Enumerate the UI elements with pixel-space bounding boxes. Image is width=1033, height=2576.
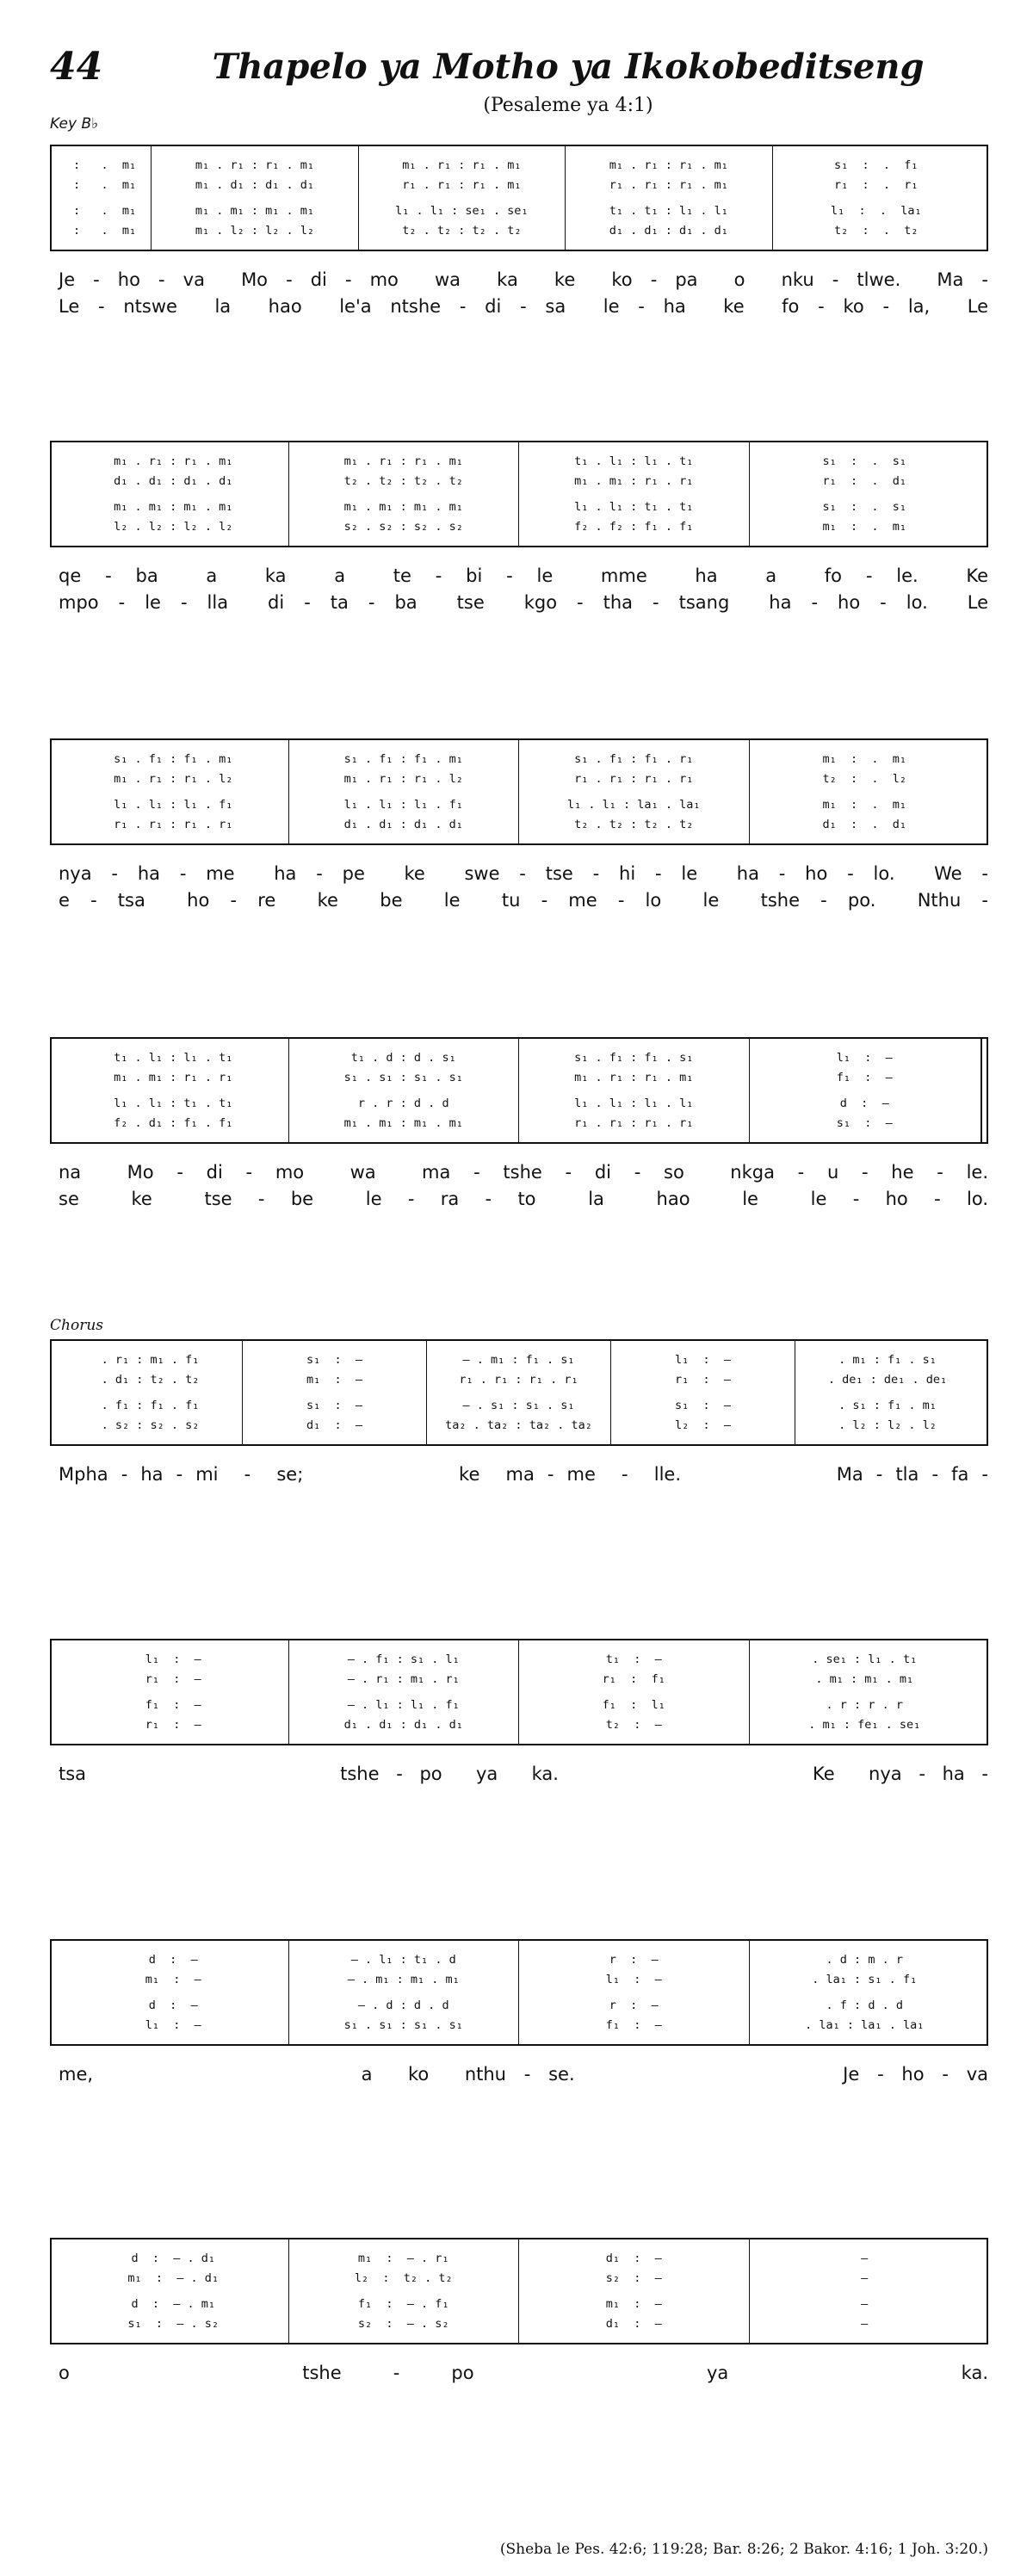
measure [59, 442, 289, 546]
voice-bass: d₁ . d₁ : d₁ . d₁ [343, 817, 463, 831]
voice-alto: m₁ . d₁ : d₁ . d₁ [195, 178, 314, 193]
voice-soprano: s₁ : — [306, 1353, 363, 1368]
voice-soprano: l₁ : — [145, 1652, 201, 1667]
voice-soprano: s₁ : . f₁ [834, 158, 919, 173]
lyric-line: Je - ho - va Mo - di - mo wa ka ke ko - pa o nku - tlwe. Ma - [59, 269, 988, 290]
voice-soprano: . se₁ : l₁ . t₁ [812, 1652, 918, 1667]
voice-soprano: s₁ : . s₁ [822, 454, 907, 469]
voice-tenor: : . m₁ [73, 203, 137, 218]
music-system [50, 738, 988, 914]
voice-bass: f₂ . f₂ : f₁ . f₁ [574, 519, 694, 534]
voice-alto: m₁ : — [145, 1973, 201, 1987]
voice-bass: m₁ : . m₁ [822, 519, 907, 534]
measure [519, 1941, 750, 2044]
voice-alto: r₁ . r₁ : r₁ . r₁ [574, 772, 694, 787]
voice-tenor: m₁ . m₁ : m₁ . m₁ [114, 499, 233, 514]
voice-bass: s₁ . s₁ : s₁ . s₁ [343, 2017, 463, 2032]
voice-tenor: l₁ . l₁ : t₁ . t₁ [114, 1096, 233, 1110]
voice-alto: r₁ : . r₁ [834, 178, 919, 193]
voice-alto: . d₁ : t₂ . t₂ [101, 1373, 200, 1387]
voice-alto: m₁ . r₁ : r₁ . l₂ [343, 772, 463, 787]
voice-alto: m₁ . m₁ : r₁ . r₁ [574, 474, 694, 489]
voice-bass: d₁ : — [306, 1418, 363, 1432]
voice-bass: d₁ . d₁ : d₁ . d₁ [343, 1717, 463, 1732]
music-system [50, 145, 988, 320]
voice-alto: l₂ : t₂ . t₂ [354, 2271, 453, 2286]
lyrics [50, 2061, 988, 2088]
voice-soprano: l₁ : — [674, 1353, 732, 1368]
key-signature: Key B♭ [50, 115, 99, 133]
voice-tenor: l₁ . l₁ : l₁ . l₁ [574, 1096, 694, 1110]
voice-alto: — [861, 2271, 869, 2286]
measure [359, 146, 566, 250]
voice-alto: m₁ . r₁ : r₁ . m₁ [574, 1071, 694, 1085]
voice-tenor: — . l₁ : l₁ . f₁ [347, 1697, 460, 1712]
voice-tenor: s₁ : . s₁ [822, 499, 907, 514]
voice-bass: r₁ . r₁ : r₁ . r₁ [574, 1115, 694, 1130]
lyric-line: na Mo - di - mo wa ma - tshe - di - so nkga - u - he - le. [59, 1162, 988, 1183]
voice-bass: t₂ : . t₂ [834, 223, 919, 238]
voice-bass: s₁ : — [836, 1115, 893, 1130]
voice-bass: d₁ . d₁ : d₁ . d₁ [609, 223, 728, 238]
hymn-title: Thapelo ya Motho ya Ikokobeditseng [212, 46, 925, 87]
measure [289, 1640, 520, 1744]
voice-tenor: s₁ : — [306, 1398, 363, 1412]
voice-alto: r₁ . r₁ : r₁ . m₁ [609, 178, 728, 193]
lyrics [50, 563, 988, 616]
voice-alto: r₁ : — [145, 1672, 201, 1687]
music-system [50, 1939, 988, 2088]
measure [59, 1039, 289, 1142]
voice-soprano: . r₁ : m₁ . f₁ [101, 1353, 200, 1368]
voice-soprano: . d : m . r [826, 1953, 903, 1968]
voice-tenor: m₁ . m₁ : m₁ . m₁ [343, 499, 463, 514]
lyrics [50, 1761, 988, 1788]
measure [750, 1039, 980, 1142]
lyrics [50, 2360, 988, 2387]
voice-bass: t₂ : — [605, 1717, 662, 1732]
voice-bass: s₁ : — . s₂ [127, 2316, 220, 2331]
measure [750, 1640, 980, 1744]
voice-tenor: r : — [609, 1998, 659, 2012]
music-system [50, 1639, 988, 1788]
measure [519, 1640, 750, 1744]
voice-bass: d₁ : . d₁ [822, 817, 907, 831]
voice-tenor: . s₁ : f₁ . m₁ [838, 1398, 937, 1412]
measure [59, 1640, 289, 1744]
voice-tenor: l₁ : . la₁ [830, 203, 922, 218]
voice-alto: t₂ : . l₂ [822, 772, 907, 787]
voice-tenor: f₁ : — . f₁ [357, 2296, 449, 2311]
voice-bass: r₁ : — [145, 1717, 201, 1732]
voice-soprano: t₁ . l₁ : l₁ . t₁ [114, 1051, 233, 1066]
voice-alto: : . m₁ [73, 178, 137, 193]
voice-tenor: l₁ . l₁ : l₁ . f₁ [343, 797, 463, 812]
measure [795, 1341, 980, 1444]
staff-box [50, 1037, 988, 1144]
staff-box [50, 1939, 988, 2046]
voice-tenor: l₁ . l₁ : la₁ . la₁ [567, 797, 701, 812]
voice-bass: s₂ . s₂ : s₂ . s₂ [343, 519, 463, 534]
voice-bass: t₂ . t₂ : t₂ . t₂ [574, 817, 694, 831]
voice-tenor: m₁ : . m₁ [822, 797, 907, 812]
lyric-line: Le - ntswe la hao le'a ntshe - di - sa le - ha ke fo - ko - la, Le [59, 296, 988, 317]
voice-tenor: f₁ : — [145, 1697, 201, 1712]
voice-alto: r₁ : f₁ [602, 1672, 665, 1687]
lyrics [50, 861, 988, 914]
lyric-line: se ke tse - be le - ra - to la hao le le - ho - lo. [59, 1189, 988, 1209]
measure [519, 442, 750, 546]
voice-soprano: m₁ : . m₁ [822, 752, 907, 767]
voice-soprano: m₁ . r₁ : r₁ . m₁ [114, 454, 233, 469]
lyric-line: Mpha - ha - mi - se; ke ma - me - lle. Ma - tla - fa - [59, 1464, 988, 1485]
voice-tenor: — . s₁ : s₁ . s₁ [462, 1398, 575, 1412]
staff-box [50, 145, 988, 251]
voice-soprano: — [861, 2252, 869, 2266]
voice-soprano: — . l₁ : t₁ . d [350, 1953, 456, 1968]
measure [750, 740, 980, 843]
measure [289, 1039, 520, 1142]
voice-soprano: d : — . d₁ [131, 2252, 216, 2266]
voice-tenor: s₁ : — [674, 1398, 732, 1412]
lyric-line: mpo - le - lla di - ta - ba tse kgo - tha - tsang ha - ho - lo. Le [59, 592, 988, 613]
voice-soprano: m₁ . r₁ : r₁ . m₁ [609, 158, 728, 173]
voice-bass: — [861, 2316, 869, 2331]
voice-tenor: . f₁ : f₁ . f₁ [101, 1398, 200, 1412]
voice-bass: r₁ . r₁ : r₁ . r₁ [114, 817, 233, 831]
lyrics [50, 1159, 988, 1213]
measure [59, 1941, 289, 2044]
voice-soprano: t₁ . d : d . s₁ [350, 1051, 456, 1066]
staff-box [50, 2238, 988, 2344]
voice-bass: : . m₁ [73, 223, 137, 238]
voice-alto: f₁ : — [836, 1071, 893, 1085]
voice-tenor: l₁ . l₁ : se₁ . se₁ [395, 203, 529, 218]
voice-tenor: d : — . m₁ [131, 2296, 216, 2311]
voice-bass: f₁ : — [605, 2017, 662, 2032]
staff-box [50, 738, 988, 845]
voice-soprano: s₁ . f₁ : f₁ . m₁ [114, 752, 233, 767]
voice-soprano: d : — [148, 1953, 198, 1968]
voice-soprano: t₁ : — [605, 1652, 662, 1667]
music-system [50, 441, 988, 616]
voice-soprano: s₁ . f₁ : f₁ . s₁ [574, 1051, 694, 1066]
measure [611, 1341, 795, 1444]
voice-alto: . m₁ : m₁ . m₁ [815, 1672, 914, 1687]
voice-alto: s₁ . s₁ : s₁ . s₁ [343, 1071, 463, 1085]
chorus-label: Chorus [50, 1317, 103, 1334]
measure [289, 1941, 520, 2044]
measure [289, 740, 520, 843]
lyric-line: nya - ha - me ha - pe ke swe - tse - hi - le ha - ho - lo. We - [59, 863, 988, 884]
voice-alto: m₁ . r₁ : r₁ . l₂ [114, 772, 233, 787]
measure [750, 2239, 980, 2343]
voice-soprano: s₁ . f₁ : f₁ . m₁ [343, 752, 463, 767]
measure [59, 740, 289, 843]
voice-soprano: m₁ : — . r₁ [357, 2252, 449, 2266]
voice-bass: . s₂ : s₂ . s₂ [101, 1418, 200, 1432]
lyric-line: o tshe - po ya ka. [59, 2363, 988, 2383]
voice-soprano: m₁ . r₁ : r₁ . m₁ [343, 454, 463, 469]
voice-tenor: — [861, 2296, 869, 2311]
voice-soprano: r : — [609, 1953, 659, 1968]
staff-box [50, 441, 988, 547]
voice-bass: t₂ . t₂ : t₂ . t₂ [402, 223, 522, 238]
music-system [50, 1037, 988, 1213]
lyrics [50, 267, 988, 320]
voice-bass: m₁ . m₁ : m₁ . m₁ [343, 1115, 463, 1130]
voice-soprano: d₁ : — [605, 2252, 662, 2266]
voice-alto: r₁ : . d₁ [822, 474, 907, 489]
voice-alto: t₂ . t₂ : t₂ . t₂ [343, 474, 463, 489]
voice-alto: — . r₁ : m₁ . r₁ [347, 1672, 460, 1687]
measure [566, 146, 772, 250]
voice-soprano: m₁ . r₁ : r₁ . m₁ [195, 158, 314, 173]
voice-soprano: s₁ . f₁ : f₁ . r₁ [574, 752, 694, 767]
music-system [50, 2238, 988, 2387]
voice-tenor: . f : d . d [826, 1998, 903, 2012]
measure [427, 1341, 611, 1444]
voice-tenor: m₁ . m₁ : m₁ . m₁ [195, 203, 314, 218]
voice-bass: . la₁ : la₁ . la₁ [805, 2017, 925, 2032]
lyrics [50, 1461, 988, 1488]
voice-bass: f₂ . d₁ : f₁ . f₁ [114, 1115, 233, 1130]
cross-references: (Sheba le Pes. 42:6; 119:28; Bar. 8:26; 2 Bakor. 4:16; 1 Joh. 3:20.) [499, 2541, 988, 2558]
lyric-line: qe - ba a ka a te - bi - le mme ha a fo - le. Ke [59, 565, 988, 586]
voice-tenor: m₁ : — [605, 2296, 662, 2311]
voice-tenor: — . d : d . d [357, 1998, 449, 2012]
voice-bass: l₁ : — [145, 2017, 201, 2032]
voice-tenor: l₁ . l₁ : l₁ . f₁ [114, 797, 233, 812]
staff-box [50, 1639, 988, 1745]
voice-tenor: t₁ . t₁ : l₁ . l₁ [609, 203, 728, 218]
music-system [50, 1339, 988, 1488]
voice-alto: . de₁ : de₁ . de₁ [827, 1373, 948, 1387]
voice-alto: m₁ . m₁ : r₁ . r₁ [114, 1071, 233, 1085]
voice-soprano: : . m₁ [73, 158, 137, 173]
measure [519, 1039, 750, 1142]
voice-tenor: r . r : d . d [357, 1096, 449, 1110]
measure [519, 2239, 750, 2343]
voice-alto: r₁ . r₁ : r₁ . m₁ [402, 178, 522, 193]
voice-bass: s₂ : — . s₂ [357, 2316, 449, 2331]
voice-bass: ta₂ . ta₂ : ta₂ . ta₂ [445, 1418, 592, 1432]
voice-alto: s₂ : — [605, 2271, 662, 2286]
voice-tenor: d : — [148, 1998, 198, 2012]
voice-tenor: f₁ : l₁ [602, 1697, 665, 1712]
voice-alto: r₁ . r₁ : r₁ . r₁ [459, 1373, 578, 1387]
staff-box [50, 1339, 988, 1446]
voice-soprano: — . m₁ : f₁ . s₁ [462, 1353, 575, 1368]
hymn-number: 44 [50, 45, 103, 89]
voice-soprano: . m₁ : f₁ . s₁ [838, 1353, 937, 1368]
measure [519, 740, 750, 843]
voice-bass: l₂ : — [674, 1418, 732, 1432]
scripture-reference: (Pesaleme ya 4:1) [483, 95, 653, 116]
voice-soprano: m₁ . r₁ : r₁ . m₁ [402, 158, 522, 173]
voice-alto: — . m₁ : m₁ . m₁ [347, 1973, 460, 1987]
measure [289, 2239, 520, 2343]
measure [59, 2239, 289, 2343]
measure [750, 442, 980, 546]
measure [59, 1341, 243, 1444]
lyric-line: tsa tshe - po ya ka. Ke nya - ha - [59, 1764, 988, 1784]
voice-alto: . la₁ : s₁ . f₁ [812, 1973, 918, 1987]
measure [750, 1941, 980, 2044]
voice-alto: m₁ : — . d₁ [127, 2271, 220, 2286]
voice-tenor: d : — [839, 1096, 889, 1110]
measure [289, 442, 520, 546]
voice-alto: d₁ . d₁ : d₁ . d₁ [114, 474, 233, 489]
voice-bass: l₂ . l₂ : l₂ . l₂ [114, 519, 233, 534]
voice-soprano: — . f₁ : s₁ . l₁ [347, 1652, 460, 1667]
voice-alto: m₁ : — [306, 1373, 363, 1387]
measure [243, 1341, 427, 1444]
voice-tenor: . r : r . r [826, 1697, 903, 1712]
voice-bass: . l₂ : l₂ . l₂ [838, 1418, 937, 1432]
measure [59, 146, 152, 250]
voice-alto: l₁ : — [605, 1973, 662, 1987]
lyric-line: e - tsa ho - re ke be le tu - me - lo le tshe - po. Nthu - [59, 890, 988, 911]
voice-bass: . m₁ : fe₁ . se₁ [808, 1717, 921, 1732]
voice-bass: m₁ . l₂ : l₂ . l₂ [195, 223, 314, 238]
measure [773, 146, 980, 250]
voice-tenor: l₁ . l₁ : t₁ . t₁ [574, 499, 694, 514]
voice-alto: r₁ : — [674, 1373, 732, 1387]
voice-soprano: l₁ : — [836, 1051, 893, 1066]
lyric-line: me, a ko nthu - se. Je - ho - va [59, 2064, 988, 2085]
measure [152, 146, 358, 250]
voice-bass: d₁ : — [605, 2316, 662, 2331]
voice-soprano: t₁ . l₁ : l₁ . t₁ [574, 454, 694, 469]
